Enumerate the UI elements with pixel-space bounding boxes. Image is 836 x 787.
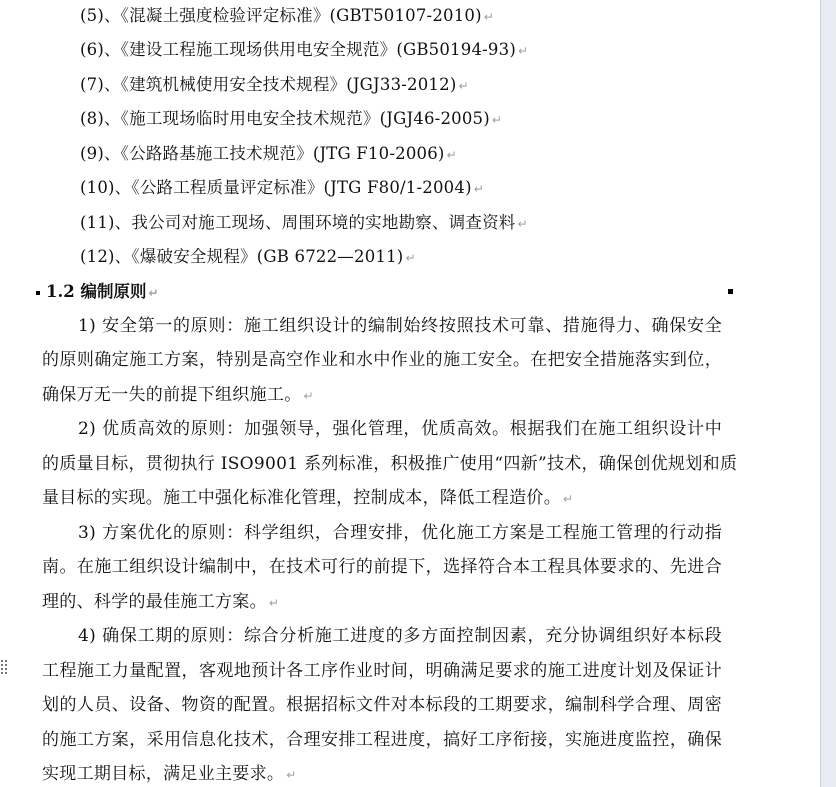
paragraph-mark-icon: ↵ — [405, 251, 416, 265]
body-text-line: 1) 安全第一的原则：施工组织设计的编制始终按照技术可靠、措施得力、确保安全 — [78, 316, 722, 336]
reference-item — [80, 211, 528, 235]
reference-text: (7)、《建筑机械使用安全技术规程》(JGJ33-2012) — [80, 75, 457, 94]
body-text-line: 的质量目标，贯彻执行 ISO9001 系列标准，积极推广使用“四新”技术，确保创优规划和质 — [42, 454, 738, 474]
reference-item — [80, 107, 502, 131]
reference-text: (6)、《建设工程施工现场供用电安全规范》(GB50194-93) — [80, 40, 516, 59]
reference-item — [80, 245, 416, 269]
paragraph-mark-icon: ↵ — [148, 286, 159, 300]
body-text-line: 4) 确保工期的原则：综合分析施工进度的多方面控制因素，充分协调组织好本标段 — [78, 626, 722, 646]
body-text-line: 的施工方案，采用信息化技术，合理安排工程进度，搞好工序衔接，实施进度监控，确保 — [42, 730, 722, 750]
reference-item — [80, 176, 484, 200]
reference-item — [80, 38, 528, 62]
body-text-line: 南。在施工组织设计编制中，在技术可行的前提下，选择符合本工程具体要求的、先进合 — [42, 557, 722, 577]
heading-end-marker-icon — [728, 289, 733, 294]
reference-text: (10)、《公路工程质量评定标准》(JTG F80/1-2004) — [80, 178, 472, 197]
reference-text: (8)、《施工现场临时用电安全技术规范》(JGJ46-2005) — [80, 109, 490, 128]
paragraph-mark-icon: ↵ — [491, 113, 503, 127]
paragraph-mark-icon: ↵ — [483, 10, 495, 24]
paragraph-mark-icon: ↵ — [517, 217, 528, 231]
body-text: 量目标的实现。施工中强化标准化管理，控制成本，降低工程造价。 — [42, 488, 561, 508]
right-scroll-gutter[interactable] — [820, 0, 836, 787]
paragraph-mark-icon: ↵ — [517, 44, 529, 58]
reference-item — [80, 4, 494, 28]
section-heading-text: 1.2 编制原则 — [46, 282, 147, 301]
drag-handle-icon[interactable] — [1, 660, 9, 676]
paragraph-mark-icon: ↵ — [286, 768, 297, 782]
body-text: 实现工期目标，满足业主要求。 — [42, 764, 285, 784]
body-text-line — [42, 585, 722, 619]
body-text-line — [42, 757, 722, 787]
heading-bullet-icon — [36, 291, 40, 295]
body-text-line — [42, 481, 722, 515]
body-text-line: 3) 方案优化的原则：科学组织，合理安排，优化施工方案是工程施工管理的行动指 — [78, 523, 722, 543]
section-heading — [36, 279, 159, 305]
body-text-line: 的原则确定施工方案，特别是高空作业和水中作业的施工安全。在把安全措施落实到位， — [42, 350, 722, 370]
body-text: 理的、科学的最佳施工方案。 — [42, 592, 267, 612]
paragraph-mark-icon: ↵ — [458, 79, 469, 93]
body-text-line: 工程施工力量配置，客观地预计各工序作业时间，明确满足要求的施工进度计划及保证计 — [42, 661, 722, 681]
body-text-line — [42, 378, 722, 412]
body-text-line: 划的人员、设备、物资的配置。根据招标文件对本标段的工期要求，编制科学合理、周密 — [42, 695, 722, 715]
reference-item — [80, 73, 469, 97]
reference-text: (12)、《爆破安全规程》(GB 6722—2011) — [80, 247, 404, 266]
reference-item — [80, 142, 457, 166]
paragraph-mark-icon: ↵ — [473, 182, 484, 196]
reference-text: (5)、《混凝土强度检验评定标准》(GBT50107-2010) — [80, 6, 482, 25]
paragraph-mark-icon: ↵ — [446, 148, 457, 162]
body-text: 确保万无一失的前提下组织施工。 — [42, 385, 302, 405]
paragraph-mark-icon: ↵ — [303, 389, 314, 403]
paragraph-mark-icon: ↵ — [268, 596, 280, 610]
paragraph-mark-icon: ↵ — [563, 492, 574, 506]
body-text-line: 2) 优质高效的原则：加强领导，强化管理，优质高效。根据我们在施工组织设计中 — [78, 419, 722, 439]
reference-text: (9)、《公路路基施工技术规范》(JTG F10-2006) — [80, 144, 445, 163]
reference-text: (11)、我公司对施工现场、周围环境的实地勘察、调查资料 — [80, 213, 516, 232]
